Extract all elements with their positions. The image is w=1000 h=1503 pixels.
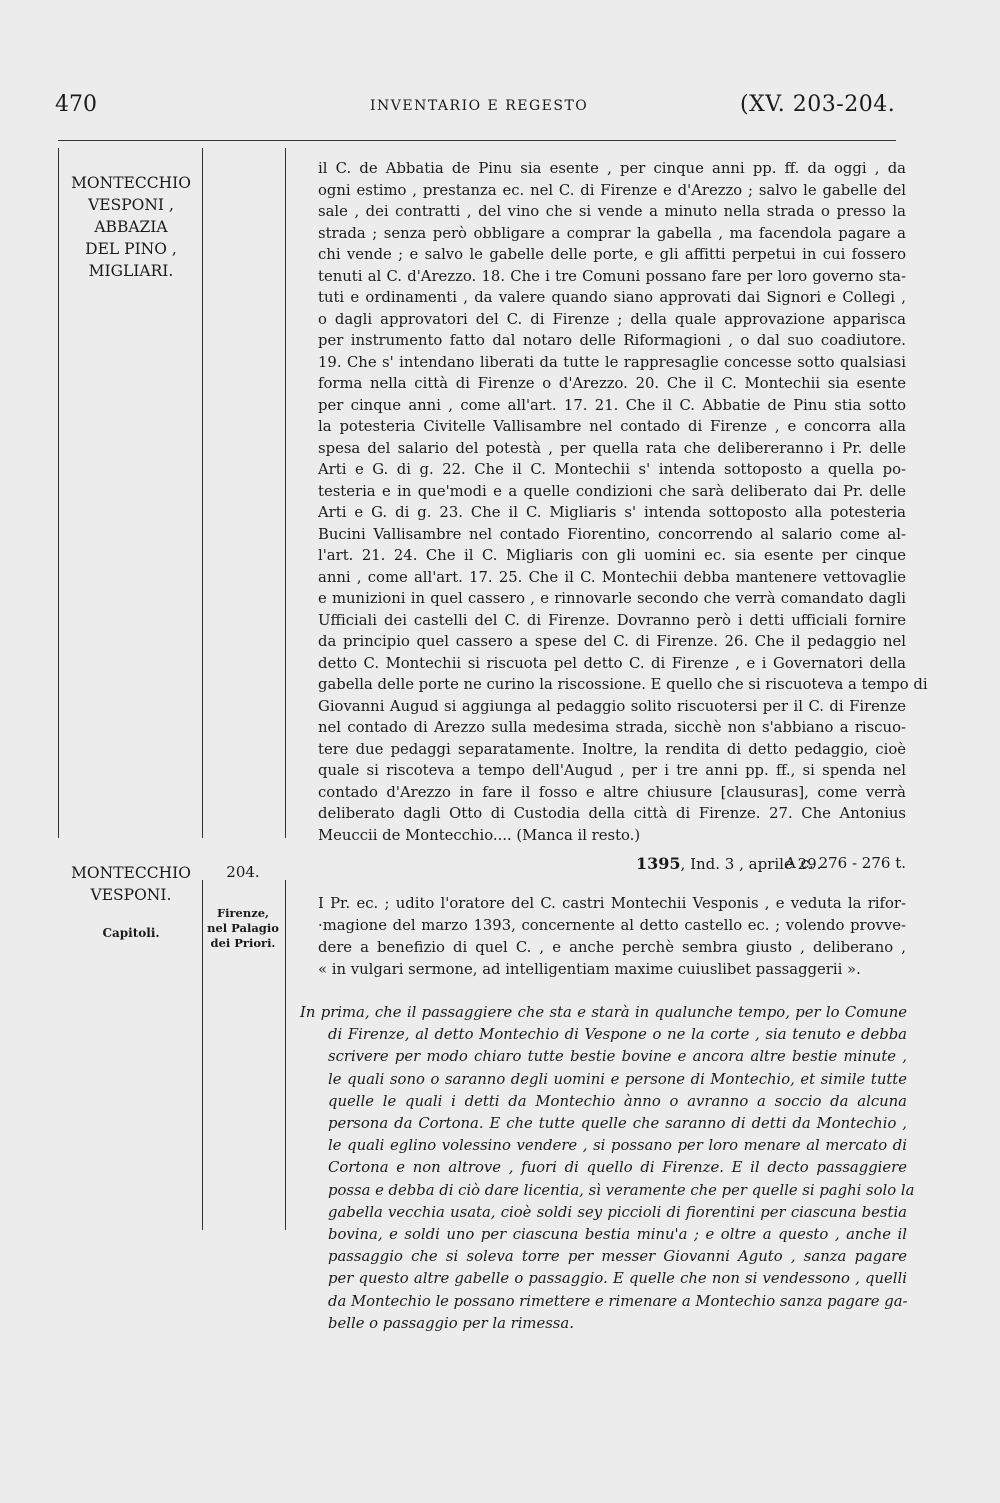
entry2-place (62, 862, 200, 906)
entry2-text (300, 1002, 915, 1335)
entry2-rubric (318, 893, 906, 981)
text-line: possa e debba di ciò dare licentia, sì veramente che per quelle si paghi solo la (328, 1181, 915, 1199)
text-line: forma nella città di Firenze o d'Arezzo. 20. Che il C. Montechii sia esente (318, 375, 906, 392)
text-line: Arti e G. di g. 22. Che il C. Montechii s' intenda sottoposto a quella po- (318, 461, 906, 478)
text-line: da Montechio le possano rimettere e rimenare a Montechio sanza pagare ga- (328, 1292, 908, 1310)
text-line: chi vende ; e salvo le gabelle delle porte, e gli affitti perpetui in cui fossero (318, 246, 906, 263)
text-line: I Pr. ec. ; udito l'oratore del C. castri Montechii Vesponis , e veduta la rifor- (318, 895, 906, 912)
text-line: Ufficiali dei castelli del C. di Firenze. Dovranno però i detti ufficiali fornire (318, 611, 906, 629)
text-line: le quali eglino volessino vendere , si possano per loro menare al mercato di (328, 1137, 907, 1155)
text-line: bovina, e soldi uno per ciascuna bestia minu'a ; e oltre a questo , anche il (328, 1226, 907, 1244)
text-line: anni , come all'art. 17. 25. Che il C. Montechii debba mantenere vettovaglie (318, 568, 906, 586)
column-rule-mid2 (285, 148, 286, 838)
text-line: o dagli approvatori del C. di Firenze ; della quale approvazione apparisca (318, 310, 906, 328)
text-line: per cinque anni , come all'art. 17. 21. Che il C. Abbatie de Pinu stia sotto (318, 396, 906, 414)
text-line: sale , dei contratti , del vino che si vende a minuto nella strada o presso la (318, 203, 906, 220)
text-line: l'art. 21. 24. Che il C. Migliaris con gli uomini ec. sia esente per cinque (318, 547, 906, 564)
issuer-line: nel Palagio (207, 921, 279, 935)
text-line: contado d'Arezzo in fare il fosso e altre chiusure [clausuras], come verrà (318, 783, 906, 801)
text-line: tere due pedaggi separatamente. Inoltre, la rendita di detto pedaggio, cioè (318, 740, 906, 758)
text-line: tenuti al C. d'Arezzo. 18. Che i tre Comuni possano fare per loro governo sta- (318, 267, 906, 285)
column-rule-mid1 (202, 148, 203, 838)
entry2-year: 1395 (636, 854, 681, 873)
entry2-date-rest: , Ind. 3 , aprile 29. (680, 855, 822, 873)
text-line: di Firenze, al detto Montechio di Vespone o ne la corte , sia tenuto e debba (328, 1026, 907, 1044)
text-line: Bucini Vallisambre nel contado Fiorentino, concorrendo al salario come al- (318, 525, 906, 543)
text-line: la potesteria Civitelle Vallisambre nel contado di Firenze , e concorra alla (318, 418, 906, 435)
entry2-issuer (203, 906, 283, 951)
text-line: deliberato dagli Otto di Custodia della città di Firenze. 27. Che Antonius (318, 805, 906, 822)
text-line: ogni estimo , prestanza ec. nel C. di Firenze e d'Arezzo ; salvo le gabelle del (318, 181, 906, 199)
column-rule-left (58, 148, 59, 838)
text-line: « in vulgari sermone, ad intelligentiam maxime cuiuslibet passaggerii ». (318, 961, 861, 978)
entry2-archive-ref: A c. 276 - 276 t. (785, 854, 906, 872)
entry2-number: 204. (226, 863, 260, 881)
text-line: passaggio che si soleva torre per messer Giovanni Aguto , sanza pagare (328, 1248, 907, 1266)
text-line: il C. de Abbatia de Pinu sia esente , per cinque anni pp. ff. da oggi , da (318, 160, 906, 177)
entry1-place (62, 172, 200, 282)
text-line: spesa del salario del potestà , per quella rata che delibereranno i Pr. delle (318, 439, 906, 457)
text-line: Giovanni Augud si aggiunga al pedaggio solito riscuotersi per il C. di Firenze (318, 697, 906, 715)
text-line: strada ; senza però obbligare a comprar la gabella , ma facendola pagare a (318, 224, 906, 242)
text-line: belle o passaggio per la rimessa. (328, 1314, 574, 1332)
text-line: persona da Cortona. E che tutte quelle che saranno di detti da Montechio , (328, 1115, 907, 1133)
text-line: quelle le quali i detti da Montechio ànno o avranno a soccio da alcuna (328, 1092, 907, 1110)
place-line: VESPONI. (90, 886, 172, 904)
text-line: detto C. Montechii si riscuota pel detto C. di Firenze , e i Governatori della (318, 654, 906, 672)
text-line: tuti e ordinamenti , da valere quando siano approvati dai Signori e Collegi , (318, 289, 906, 306)
place-line: VESPONI , (88, 196, 174, 214)
running-title: INVENTARIO E REGESTO (370, 98, 589, 114)
header-rule (58, 140, 896, 141)
place-line: ABBAZIA (94, 218, 168, 236)
text-line: e munizioni in quel cassero , e rinnovarle secondo che verrà comandato dagli (318, 590, 906, 607)
place-line: DEL PINO , (85, 240, 177, 258)
text-line: quale si riscoteva a tempo dell'Augud , per i tre anni pp. ff., si spenda nel (318, 762, 906, 779)
entry1-body (318, 158, 928, 846)
text-line: Cortona e non altrove , fuori di quello di Firenze. E il decto passaggiere (328, 1159, 907, 1177)
page-number: 470 (55, 92, 97, 117)
place-line: MONTECCHIO (71, 174, 191, 192)
text-line: 19. Che s' intendano liberati da tutte le rappresaglie concesse sotto qualsiasi (318, 353, 906, 371)
text-line: da principio quel cassero a spese del C. di Firenze. 26. Che il pedaggio nel (318, 633, 906, 650)
place-line: MIGLIARI. (88, 262, 174, 280)
text-line: scrivere per modo chiaro tutte bestie bovine e ancora altre bestie minute , (328, 1048, 907, 1066)
issuer-line: Firenze, (216, 906, 270, 920)
text-line: per instrumento fatto dal notaro delle Riformagioni , o dal suo coadiutore. (318, 332, 906, 349)
text-line: testeria e in que'modi e a quelle condizioni che sarà deliberato dai Pr. delle (318, 482, 906, 500)
text-line: nel contado di Arezzo sulla medesima strada, sicchè non s'abbiano a riscuo- (318, 719, 906, 736)
section-reference: (XV. 203-204. (740, 92, 896, 117)
text-line: In prima, che il passaggiere che sta e starà in qualunche tempo, per lo Comune (300, 1004, 907, 1021)
text-line: Arti e G. di g. 23. Che il C. Migliaris s' intenda sottoposto alla potesteria (318, 504, 906, 521)
place-line: MONTECCHIO (71, 864, 191, 882)
text-line: per questo altre gabelle o passaggio. E quelle che non si vendessono , quelli (328, 1270, 907, 1288)
issuer-line: dei Priori. (210, 936, 276, 950)
text-line: ·magione del marzo 1393, concernente al detto castello ec. ; volendo provve- (318, 917, 906, 934)
entry2-category: Capitoli. (102, 926, 160, 940)
text-line: gabella vecchia usata, cioè soldi sey piccioli di fiorentini per ciascuna bestia (328, 1203, 907, 1221)
column-rule-mid2-entry2 (285, 880, 286, 1230)
text-line: le quali sono o saranno degli uomini e persone di Montechio, et simile tutte (328, 1070, 907, 1088)
text-line: Meuccii de Montecchio.... (Manca il resto.) (318, 826, 641, 844)
text-line: gabella delle porte ne curino la riscossione. E quello che si riscuoteva a tempo di (318, 676, 928, 693)
text-line: dere a benefizio di quel C. , e anche perchè sembra giusto , deliberano , (318, 939, 906, 956)
